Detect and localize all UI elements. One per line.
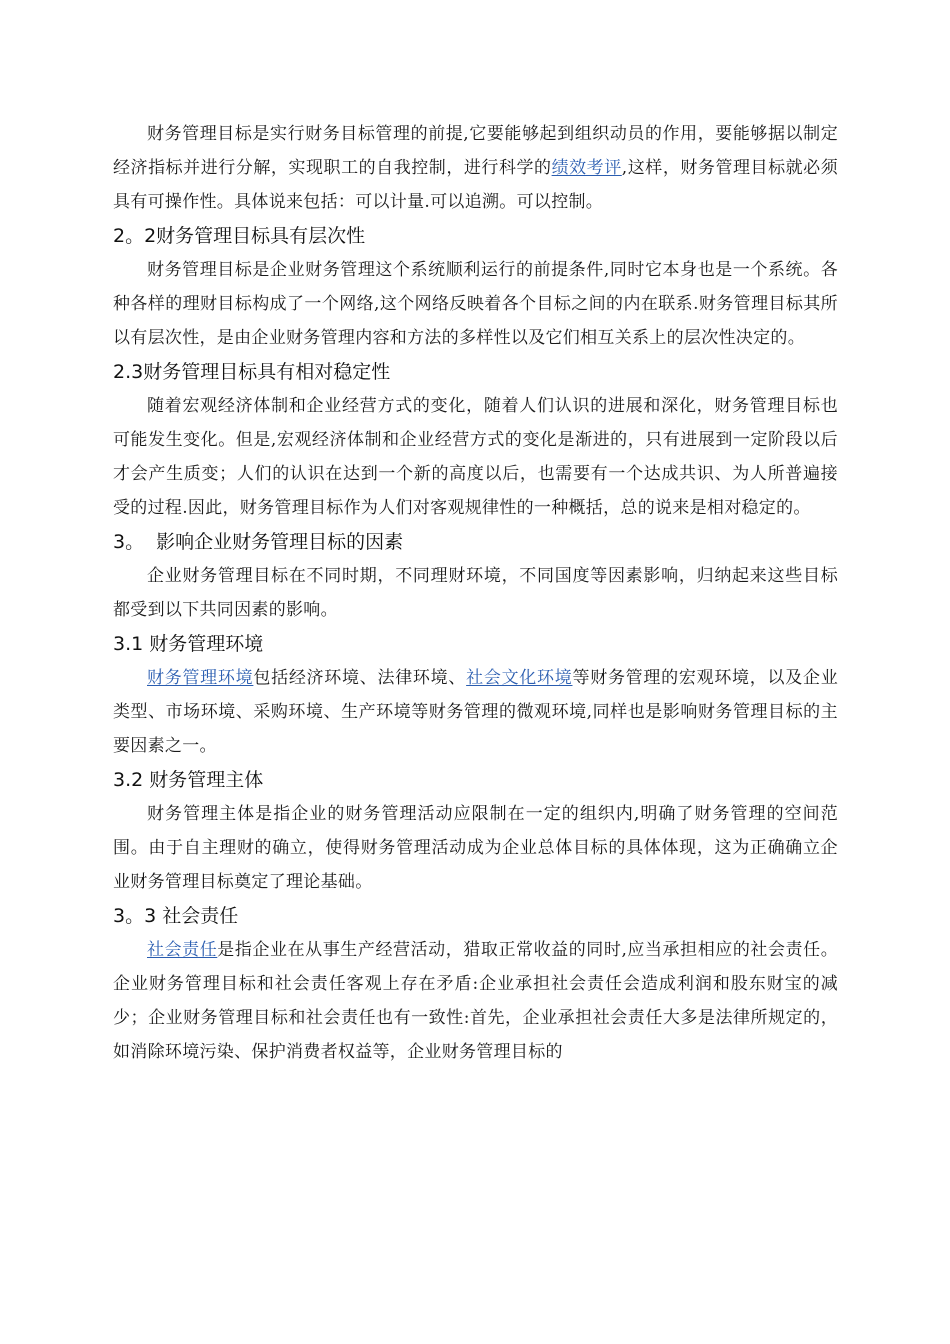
paragraph-text: 财务管理目标是实行财务目标管理的前提,它要能够起到组织动员的作用，要能够据以制定经济指标并进行分解，实现职工的自我控制，进行科学的 — [113, 124, 838, 178]
paragraph-stability: 随着宏观经济体制和企业经营方式的变化，随着人们认识的进展和深化，财务管理目标也可能发生变化。但是,宏观经济体制和企业经营方式的变化是渐进的，只有进展到一定阶段以后才会产生质变；人们的认识在达到一个新的高度以后，也需要有一个达成共识、为人所普遍接受的过程.因此，财务管理目标作为人们对客观规律性的一种概括，总的说来是相对稳定的。 — [113, 396, 838, 518]
document-body — [113, 117, 838, 1069]
paragraph-hierarchy: 财务管理目标是企业财务管理这个系统顺利运行的前提条件,同时它本身也是一个系统。各种各样的理财目标构成了一个网络,这个网络反映着各个目标之间的内在联系.财务管理目标其所以有层次性，是由企业财务管理内容和方法的多样性以及它们相互关系上的层次性决定的。 — [113, 260, 838, 348]
paragraph-social-responsibility — [113, 933, 838, 1069]
paragraph-text: ,这样，财务管理目标就必须具有可操作性。具体说来包括：可以计量.可以追溯。可以控制。 — [113, 158, 839, 212]
paragraph-operability — [113, 117, 838, 219]
heading-3: 3。 影响企业财务管理目标的因素 — [113, 531, 404, 553]
heading-2-2: 2。2财务管理目标具有层次性 — [113, 225, 366, 247]
paragraph-subject: 财务管理主体是指企业的财务管理活动应限制在一定的组织内,明确了财务管理的空间范围。由于自主理财的确立，使得财务管理活动成为企业总体目标的具体体现，这为正确确立企业财务管理目标奠定了理论基础。 — [113, 804, 838, 892]
link-social-responsibility[interactable]: 社会责任 — [147, 940, 218, 960]
link-financial-management-environment[interactable]: 财务管理环境 — [147, 668, 254, 688]
paragraph-factors-intro: 企业财务管理目标在不同时期，不同理财环境，不同国度等因素影响，归纳起来这些目标都受到以下共同因素的影响。 — [113, 566, 838, 620]
heading-3-2: 3.2 财务管理主体 — [113, 769, 264, 791]
link-social-cultural-environment[interactable]: 社会文化环境 — [466, 668, 573, 688]
paragraph-text: 是指企业在从事生产经营活动，猎取正常收益的同时,应当承担相应的社会责任。企业财务管理目标和社会责任客观上存在矛盾:企业承担社会责任会造成利润和股东财宝的减少；企业财务管理目标和社会责任也有一致性:首先，企业承担社会责任大多是法律所规定的，如消除环境污染、保护消费者权益等，企业财务管理目标的 — [113, 940, 839, 1062]
paragraph-environment — [113, 661, 838, 763]
heading-3-1: 3.1 财务管理环境 — [113, 633, 264, 655]
paragraph-text: 包括经济环境、法律环境、 — [253, 668, 467, 688]
heading-2-3: 2.3财务管理目标具有相对稳定性 — [113, 361, 391, 383]
heading-3-3: 3。3 社会责任 — [113, 905, 239, 927]
link-performance-evaluation[interactable]: 绩效考评 — [551, 158, 622, 178]
paragraph-text: 等财务管理的宏观环境，以及企业类型、市场环境、采购环境、生产环境等财务管理的微观环境,同样也是影响财务管理目标的主要因素之一。 — [113, 668, 838, 756]
